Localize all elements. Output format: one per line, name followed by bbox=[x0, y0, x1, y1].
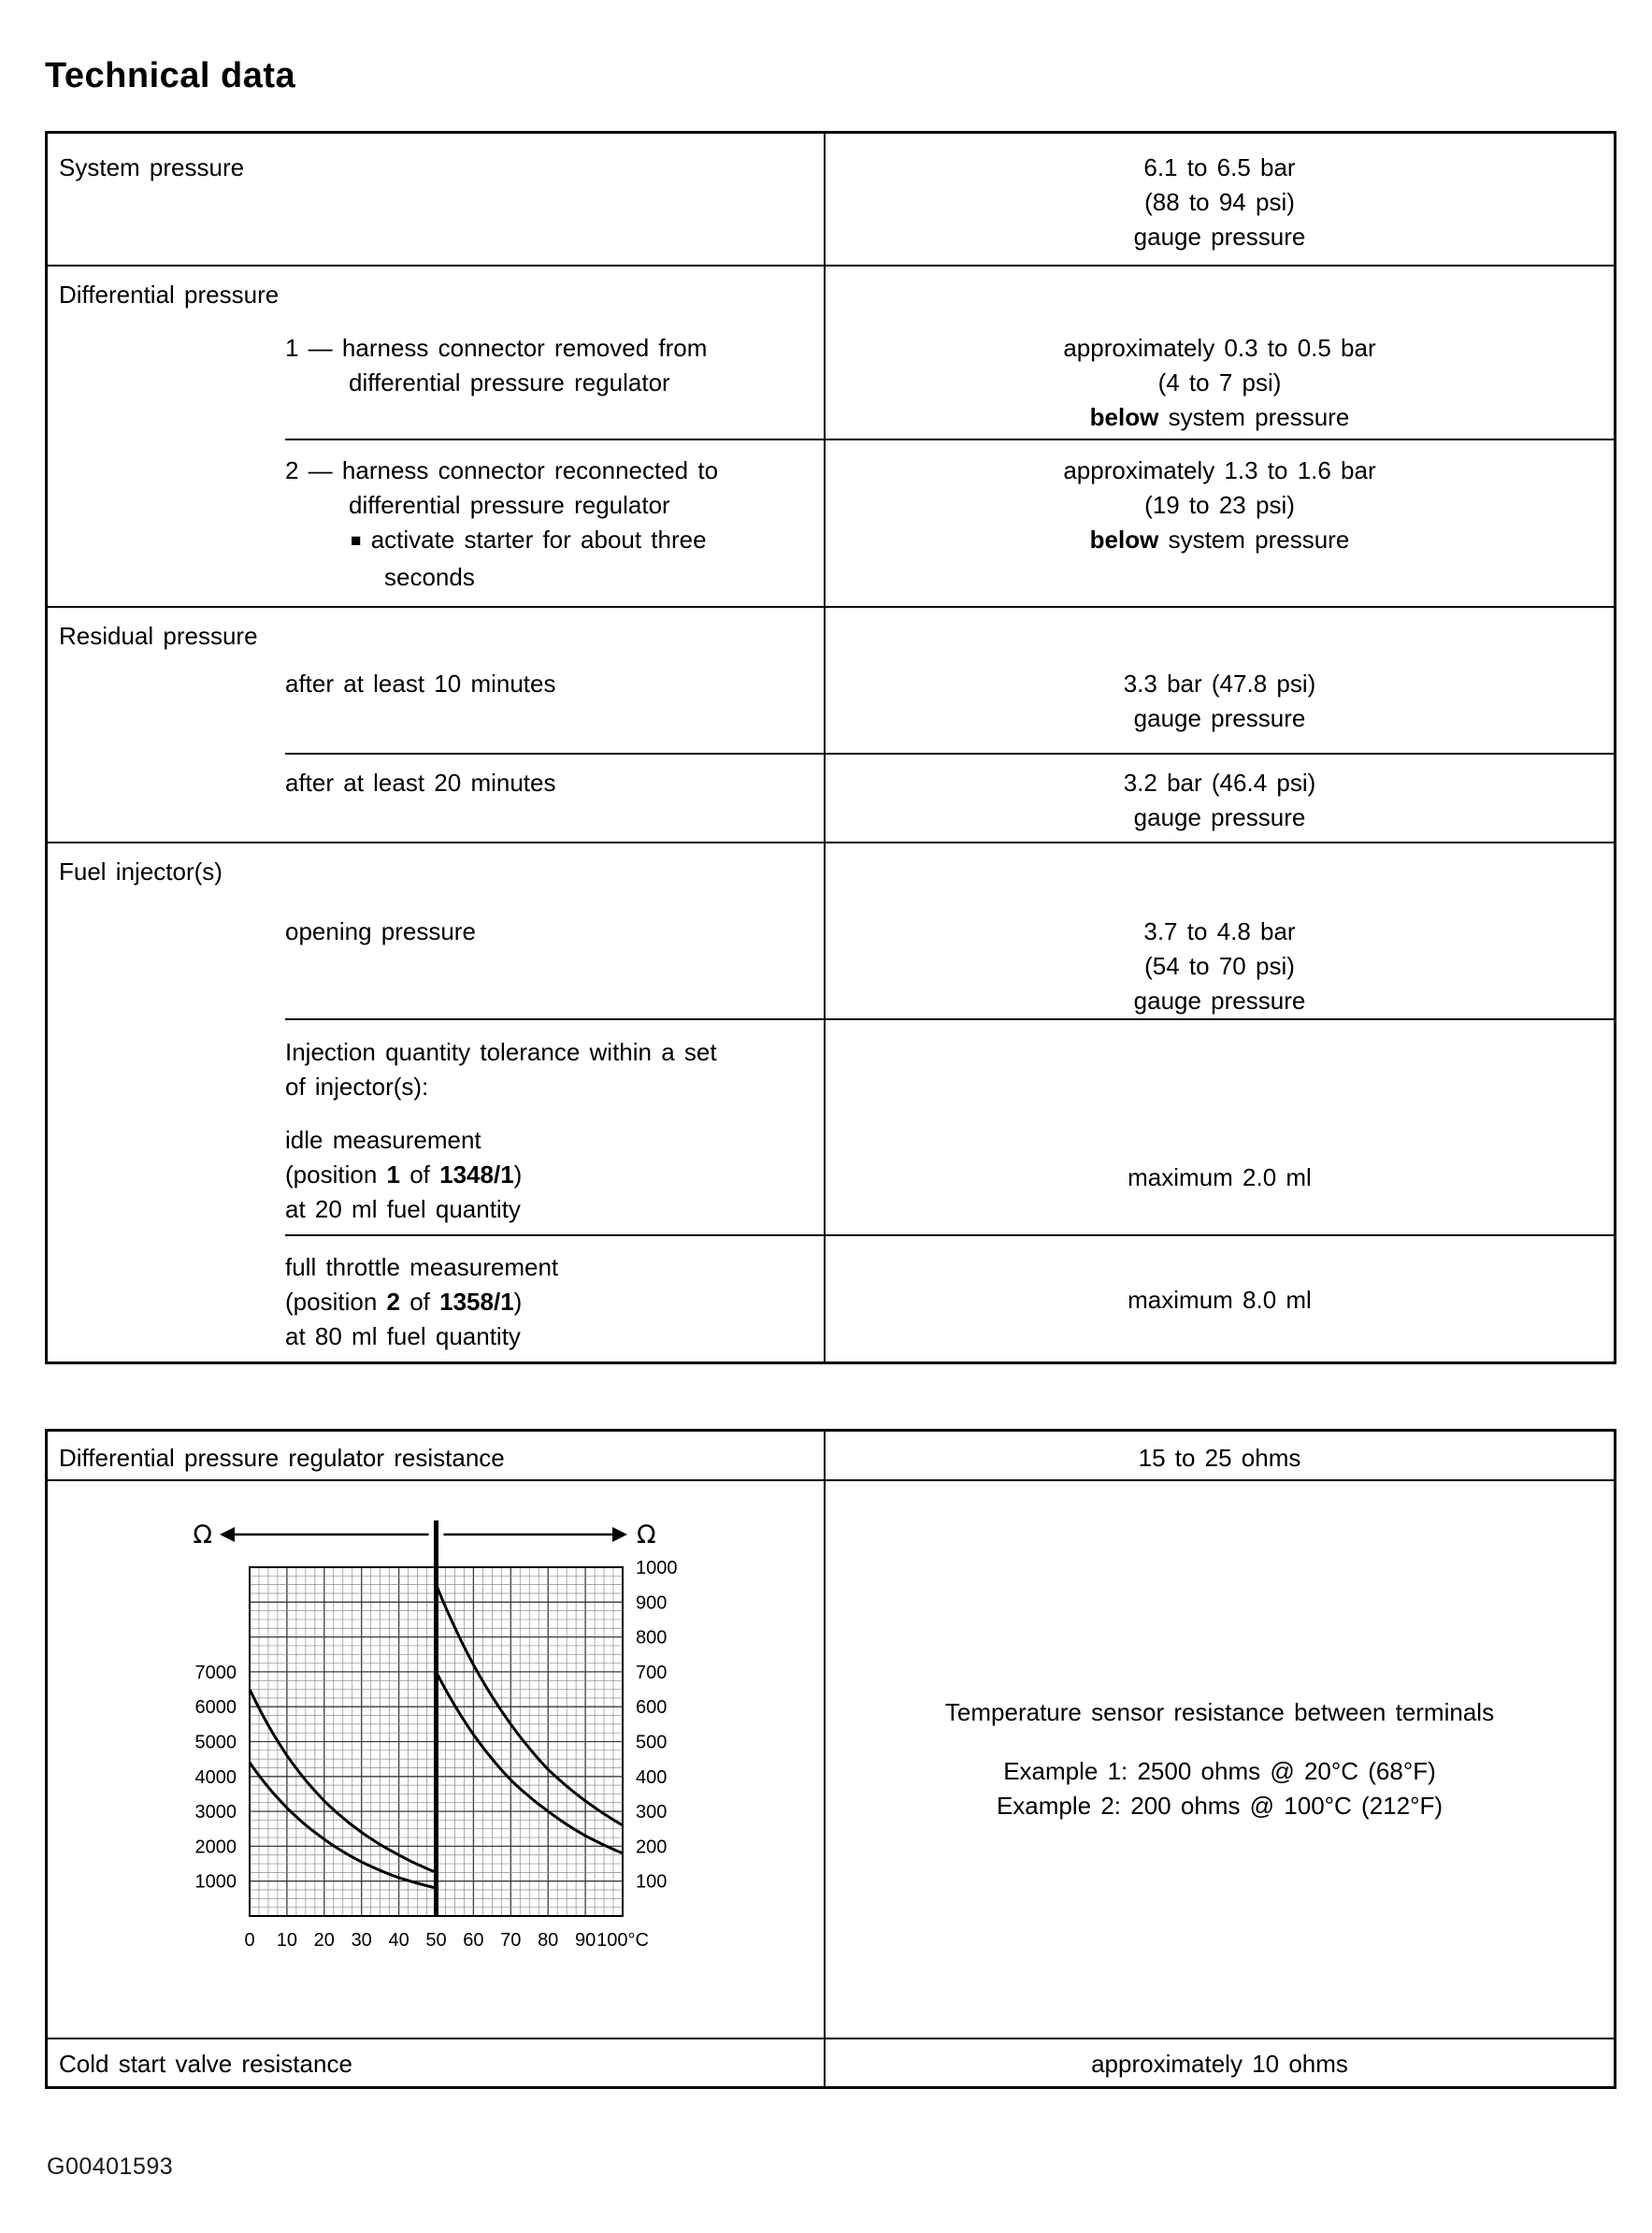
condition-line: differential pressure regulator bbox=[349, 368, 670, 396]
group-temp-sensor bbox=[48, 1479, 1614, 2038]
empty-cell bbox=[826, 267, 1614, 312]
row-label: System pressure bbox=[59, 153, 245, 181]
system-pressure-label bbox=[48, 134, 826, 265]
table-row bbox=[48, 654, 1614, 753]
section-header bbox=[48, 267, 826, 312]
value-line: approximately 0.3 to 0.5 bar bbox=[1063, 334, 1376, 362]
svg-text:Ω: Ω bbox=[637, 1520, 656, 1549]
table-row bbox=[48, 843, 1614, 889]
svg-text:1000: 1000 bbox=[636, 1558, 678, 1578]
value-line: maximum 8.0 ml bbox=[1128, 1286, 1312, 1314]
group-differential-pressure bbox=[48, 265, 1614, 606]
blank-line bbox=[285, 1104, 824, 1123]
svg-text:400: 400 bbox=[636, 1766, 668, 1788]
table-row bbox=[48, 755, 1614, 842]
svg-text:7000: 7000 bbox=[194, 1662, 237, 1683]
svg-text:10: 10 bbox=[276, 1930, 298, 1951]
svg-text:5000: 5000 bbox=[194, 1732, 237, 1753]
value-line: (19 to 23 psi) bbox=[1144, 491, 1295, 519]
svg-text:Ω: Ω bbox=[193, 1520, 212, 1549]
table-row bbox=[48, 889, 1614, 1018]
injector-value-2 bbox=[826, 1020, 1614, 1234]
square-bullet-icon: ■ bbox=[351, 531, 362, 551]
section-header bbox=[48, 608, 826, 654]
group-system-pressure bbox=[48, 134, 1614, 265]
resistance-table bbox=[45, 1429, 1616, 2089]
technical-data-table bbox=[45, 131, 1616, 1364]
group-residual-pressure bbox=[48, 606, 1614, 842]
svg-text:600: 600 bbox=[636, 1697, 668, 1719]
value-line: (4 to 7 psi) bbox=[1157, 368, 1282, 396]
value-line: gauge pressure bbox=[1133, 987, 1306, 1015]
table-row bbox=[48, 1432, 1614, 1479]
cold-start-valve-value bbox=[826, 2039, 1614, 2086]
diff-value-2 bbox=[826, 440, 1614, 606]
row-label: Fuel injector(s) bbox=[59, 857, 223, 886]
svg-text:300: 300 bbox=[636, 1802, 668, 1823]
svg-text:40: 40 bbox=[388, 1930, 409, 1951]
svg-text:60: 60 bbox=[463, 1930, 484, 1951]
dpr-resistance-label bbox=[48, 1432, 826, 1479]
value-line: gauge pressure bbox=[1133, 803, 1306, 831]
svg-text:30: 30 bbox=[351, 1930, 372, 1951]
svg-text:200: 200 bbox=[636, 1837, 668, 1858]
temp-sensor-chart-cell bbox=[48, 1481, 826, 2038]
svg-text:20: 20 bbox=[313, 1930, 335, 1951]
residual-condition-2 bbox=[48, 755, 826, 842]
injector-condition-1 bbox=[48, 889, 826, 1018]
page-title: Technical data bbox=[45, 56, 296, 95]
condition-line: 1 — harness connector removed from bbox=[285, 334, 708, 362]
table-row bbox=[48, 440, 1614, 606]
sensor-example-1: Example 1: 2500 ohms @ 20°C (68°F) bbox=[1003, 1757, 1436, 1785]
value-line: 15 to 25 ohms bbox=[1138, 1444, 1301, 1472]
group-fuel-injectors bbox=[48, 842, 1614, 1361]
svg-text:80: 80 bbox=[538, 1930, 559, 1951]
condition-line: at 20 ml fuel quantity bbox=[285, 1195, 521, 1223]
svg-text:100: 100 bbox=[636, 1871, 668, 1893]
value-line: approximately 10 ohms bbox=[1091, 2050, 1348, 2078]
svg-text:1000: 1000 bbox=[194, 1871, 237, 1893]
value-line: below system pressure bbox=[1089, 403, 1350, 431]
svg-text:70: 70 bbox=[500, 1930, 522, 1951]
value-line: 6.1 to 6.5 bar bbox=[1143, 153, 1296, 181]
table-row bbox=[48, 1236, 1614, 1361]
svg-text:900: 900 bbox=[636, 1592, 668, 1614]
svg-text:4000: 4000 bbox=[194, 1766, 237, 1788]
sensor-heading: Temperature sensor resistance between terminals bbox=[944, 1698, 1495, 1726]
row-label: Residual pressure bbox=[59, 622, 258, 650]
injector-condition-3 bbox=[48, 1236, 826, 1361]
condition-line: full throttle measurement bbox=[285, 1253, 559, 1281]
row-label: Differential pressure regulator resistance bbox=[59, 1444, 505, 1472]
svg-text:700: 700 bbox=[636, 1662, 668, 1683]
svg-text:0: 0 bbox=[244, 1930, 255, 1951]
temp-resistance-chart bbox=[85, 1483, 702, 1955]
value-line: gauge pressure bbox=[1133, 704, 1306, 732]
svg-text:100°C: 100°C bbox=[596, 1930, 649, 1951]
condition-line: idle measurement bbox=[285, 1126, 481, 1154]
svg-text:500: 500 bbox=[636, 1732, 668, 1753]
condition-line: ■ activate starter for about three bbox=[351, 526, 707, 554]
table-row bbox=[48, 267, 1614, 312]
svg-text:3000: 3000 bbox=[194, 1802, 237, 1823]
row-label: Differential pressure bbox=[59, 281, 280, 309]
svg-text:6000: 6000 bbox=[194, 1697, 237, 1719]
condition-line: Injection quantity tolerance within a set bbox=[285, 1038, 717, 1066]
value-line: gauge pressure bbox=[1133, 223, 1306, 251]
dpr-resistance-value bbox=[826, 1432, 1614, 1479]
condition-line: after at least 20 minutes bbox=[285, 769, 556, 797]
group-cold-start-valve bbox=[48, 2038, 1614, 2086]
figure-id: G00401593 bbox=[47, 2154, 174, 2180]
system-pressure-value bbox=[826, 134, 1614, 265]
diff-condition-2 bbox=[48, 440, 826, 606]
temp-sensor-text-cell bbox=[826, 1481, 1614, 2038]
condition-line: (position 1 of 1348/1) bbox=[285, 1160, 523, 1189]
value-line: below system pressure bbox=[1089, 526, 1350, 554]
condition-line: (position 2 of 1358/1) bbox=[285, 1288, 523, 1316]
residual-value-2 bbox=[826, 755, 1614, 842]
row-label: Cold start valve resistance bbox=[59, 2050, 352, 2078]
table-row bbox=[48, 134, 1614, 265]
value-line: 3.3 bar (47.8 psi) bbox=[1123, 670, 1316, 698]
condition-line: after at least 10 minutes bbox=[285, 670, 556, 698]
diff-condition-1 bbox=[48, 312, 826, 439]
value-line: (88 to 94 psi) bbox=[1144, 188, 1295, 216]
residual-condition-1 bbox=[48, 654, 826, 753]
group-dpr-resistance bbox=[48, 1432, 1614, 1479]
svg-text:800: 800 bbox=[636, 1627, 668, 1649]
table-row bbox=[48, 312, 1614, 439]
value-line: approximately 1.3 to 1.6 bar bbox=[1063, 456, 1376, 484]
injector-value-1 bbox=[826, 889, 1614, 1018]
empty-cell bbox=[826, 843, 1614, 889]
value-line: 3.2 bar (46.4 psi) bbox=[1123, 769, 1316, 797]
condition-line: seconds bbox=[384, 563, 475, 591]
injector-condition-2 bbox=[48, 1020, 826, 1234]
svg-text:50: 50 bbox=[425, 1930, 447, 1951]
empty-cell bbox=[826, 608, 1614, 654]
diff-value-1 bbox=[826, 312, 1614, 439]
value-line: maximum 2.0 ml bbox=[1128, 1163, 1312, 1191]
svg-text:90: 90 bbox=[574, 1930, 596, 1951]
sensor-example-2: Example 2: 200 ohms @ 100°C (212°F) bbox=[996, 1792, 1444, 1820]
table-row bbox=[48, 2039, 1614, 2086]
svg-text:2000: 2000 bbox=[194, 1837, 237, 1858]
condition-line: at 80 ml fuel quantity bbox=[285, 1322, 521, 1350]
residual-value-1 bbox=[826, 654, 1614, 753]
table-row bbox=[48, 1020, 1614, 1234]
injector-value-3 bbox=[826, 1236, 1614, 1361]
value-line: (54 to 70 psi) bbox=[1144, 952, 1295, 980]
section-header bbox=[48, 843, 826, 889]
condition-line: differential pressure regulator bbox=[349, 491, 670, 519]
condition-line: 2 — harness connector reconnected to bbox=[285, 456, 719, 484]
table-row bbox=[48, 1481, 1614, 2038]
table-row bbox=[48, 608, 1614, 654]
cold-start-valve-label bbox=[48, 2039, 826, 2086]
condition-line: opening pressure bbox=[285, 917, 476, 945]
condition-line: of injector(s): bbox=[285, 1073, 429, 1101]
value-line: 3.7 to 4.8 bar bbox=[1143, 917, 1296, 945]
